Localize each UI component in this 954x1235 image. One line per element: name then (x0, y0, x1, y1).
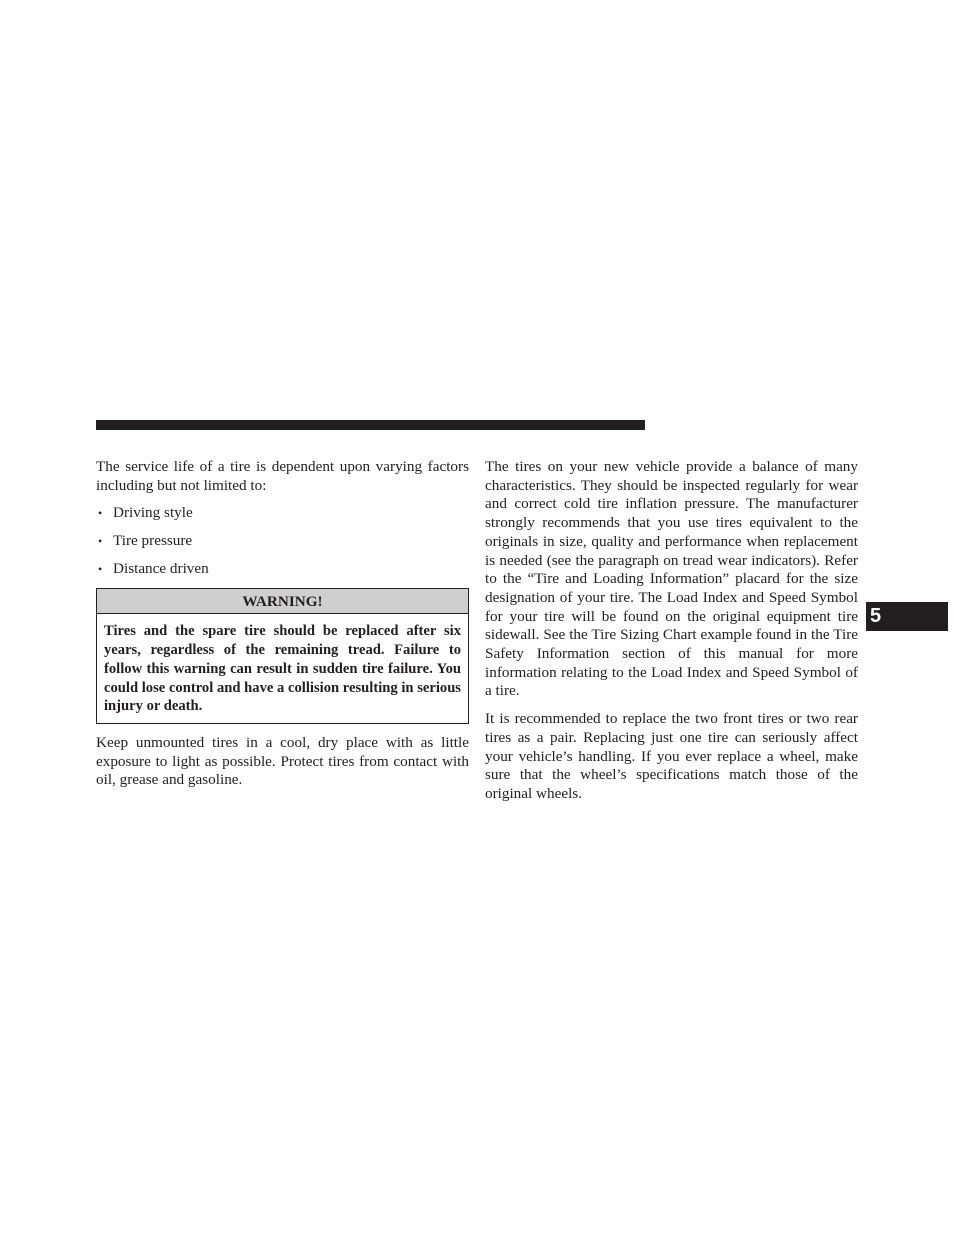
bullet-icon: • (98, 562, 103, 577)
intro-paragraph: The service life of a tire is dependent upon varying factors including but not limited to: (96, 458, 469, 494)
list-item (96, 532, 469, 551)
chapter-tab (866, 602, 948, 631)
warning-box (96, 588, 469, 724)
factor-list (96, 504, 469, 579)
list-item (96, 504, 469, 523)
tire-characteristics-paragraph: The tires on your new vehicle provide a balance of many characteristics. They should be inspected regularly for wear and correct cold tire inflation pressure. The manufacturer strongly recommends that you use tires equivalent to the originals in size, quality and performance when replacement is needed (see the paragraph on tread wear indicators). Refer to the “Tire and Loading Information” placard for the size designation of your tire. The Load Index and Speed Symbol for your tire will be found on the original equipment tire sidewall. See the Tire Sizing Chart example found in the Tire Safety Information section of this manual for more information relating to the Load Index and Speed Symbol of a tire. (485, 458, 858, 700)
left-column (96, 458, 469, 790)
warning-title: WARNING! (97, 589, 468, 614)
section-top-rule (96, 420, 645, 430)
tire-replacement-paragraph: It is recommended to replace the two front tires or two rear tires as a pair. Replacing just one tire can seriously affect your vehicle’s handling. If you ever replace a wheel, make sure that the wheel’s specifications match those of the original wheels. (485, 710, 858, 802)
bullet-icon: • (98, 534, 103, 549)
chapter-number: 5 (870, 605, 882, 627)
storage-paragraph: Keep unmounted tires in a cool, dry place with as little exposure to light as possible. Protect tires from contact with oil, grease and gasoline. (96, 733, 469, 789)
list-item-text: Driving style (113, 504, 193, 522)
list-item (96, 560, 469, 579)
warning-text: Tires and the spare tire should be replaced after six years, regardless of the remaining tread. Failure to follow this warning can result in sudden tire failure. You could lose control and have a collision resulting in serious injury or death. (104, 623, 461, 715)
list-item-text: Distance driven (113, 560, 209, 578)
bullet-icon: • (98, 506, 103, 521)
right-column (485, 458, 858, 804)
list-item-text: Tire pressure (113, 532, 193, 550)
